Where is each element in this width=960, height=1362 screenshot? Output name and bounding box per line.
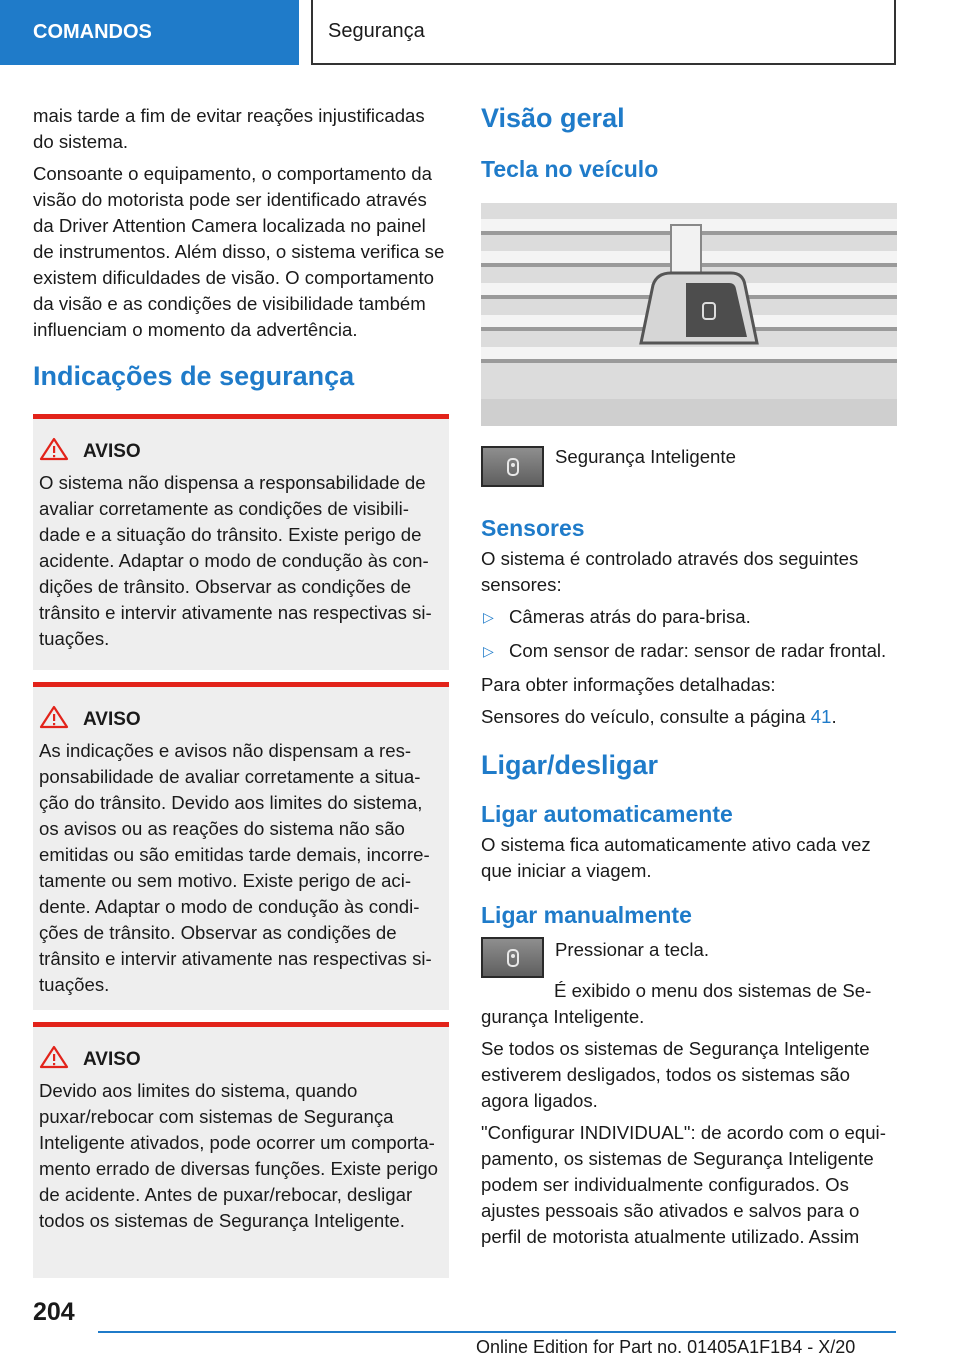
overview-heading: Visão geral [481,103,625,133]
footer-divider [98,1331,896,1333]
onoff-heading: Ligar/desligar [481,750,659,780]
right-column [481,103,897,1256]
page-header-title: Segurança [311,0,896,65]
sensors-text: O sistema é controlado através dos seguintes sensores: [481,548,859,595]
warning-box [33,682,449,1010]
safety-button-icon [481,937,544,978]
details-reference: Sensores do veículo, consulte a página 41. [481,706,837,727]
manual-step-1: Pressionar a tecla. [555,939,709,960]
key-caption-row [481,446,897,487]
footer-edition: Online Edition for Part no. 01405A1F1B4 - X/20 [476,1337,856,1357]
warning-text: O sistema não dispensa a responsabilidade de avaliar corretamente as condições de visibilidade e a situação do trânsito. Existe perigo de acidente. Adaptar o modo de condução às condições de trânsito. Observar as condições de trânsito e intervir ativamente nas respectivas situações. [39,472,432,649]
manual-step-2: É exibido o menu dos sistemas de Segurança Inteligente. [481,980,872,1027]
section-tab: COMANDOS [0,0,299,65]
details-text: Para obter informações detalhadas: [481,674,776,695]
key-heading: Tecla no veículo [481,156,659,182]
key-caption: Segurança Inteligente [555,446,736,467]
warning-triangle-icon [39,705,69,734]
intro-paragraph-1: mais tarde a fim de evitar reações injustificadas do sistema. [33,105,425,152]
safety-button-icon [481,446,544,487]
warning-box [33,1022,449,1278]
page-number: 204 [33,1298,75,1326]
sensors-heading: Sensores [481,515,585,541]
warning-triangle-icon [39,1045,69,1074]
auto-heading: Ligar automaticamente [481,801,733,827]
list-item: ▷ Câmeras atrás do para-brisa. [481,604,897,630]
page-link[interactable]: 41 [810,706,832,727]
warning-text: As indicações e avisos não dispensam a responsabilidade de avaliar corretamente a situação do trânsito. Devido aos limites do sistema, os avisos ou as reações do sistema não são emitidas ou são emitidas tarde demais, incorretamente ou sem motivo. Existe perigo de acidente. Adaptar o modo de condução às condições de trânsito. Observar as condições de trânsito e intervir ativamente nas respectivas situações. [39,740,432,995]
warning-label: AVISO [83,708,141,730]
manual-heading: Ligar manualmente [481,902,692,928]
warning-label: AVISO [83,1048,141,1070]
intro-paragraph-2: Consoante o equipamento, o comportamento da visão do motorista pode ser identificado através da Driver Attention Camera localizada no painel de instrumentos. Além disso, o sistema verifica se existem dificuldades de visão. O comportamento da visão e as condições de visibilidade também influenciam o momento da advertência. [33,163,445,340]
manual-step-4: "Configurar INDIVIDUAL": de acordo com o equipamento, os sistemas de Segurança Inteligente podem ser individualmente configurados. Os ajustes pessoais são ativados e salvos para o perfil de motorista atualmente utilizado. Assim [481,1122,886,1247]
list-item: ▷ Com sensor de radar: sensor de radar frontal. [481,638,897,664]
left-column [33,103,449,1278]
triangle-bullet-icon: ▷ [483,609,494,625]
warning-text: Devido aos limites do sistema, quando puxar/rebocar com sistemas de Segurança Inteligente ativados, pode ocorrer um comportamento errado de diversas funções. Existe perigo de acidente. Antes de puxar/rebocar, desligar todos os sistemas de Segurança Inteligente. [39,1080,438,1231]
warning-triangle-icon [39,437,69,466]
auto-text: O sistema fica automaticamente ativo cada vez que iniciar a viagem. [481,834,871,881]
warning-box [33,414,449,670]
safety-heading: Indicações de segurança [33,361,355,391]
vehicle-key-photo [481,203,897,426]
triangle-bullet-icon: ▷ [483,643,494,659]
manual-step-3: Se todos os sistemas de Segurança Inteligente estiverem desligados, todos os sistemas são agora ligados. [481,1038,870,1111]
warning-label: AVISO [83,440,141,462]
manual-step-row [481,937,897,978]
